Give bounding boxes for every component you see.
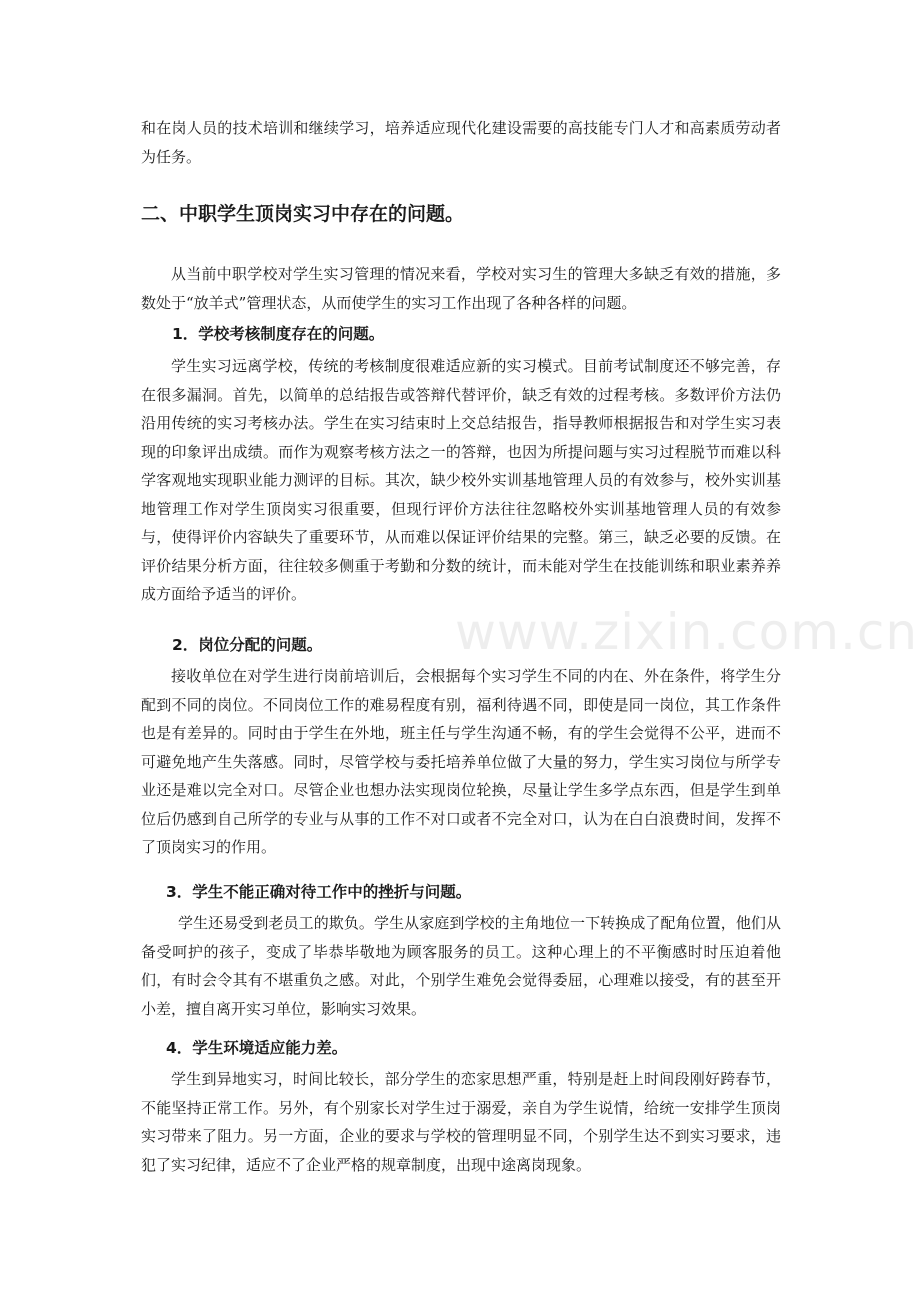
paragraph-overview: 从当前中职学校对学生实习管理的情况来看，学校对实习生的管理大多缺乏有效的措施，多数处于“放羊式”管理状态，从而使学生的实习工作出现了各种各样的问题。 [141,265,781,312]
paragraph-assessment: 学生实习远离学校，传统的考核制度很难适应新的实习模式。目前考试制度还不够完善，存在很多漏洞。首先，以简单的总结报告或答辩代替评价，缺乏有效的过程考核。多数评价方法仍沿用传统的实习考核办法。学生在实习结束时上交总结报告，指导教师根据报告和对学生实习表现的印象评出成绩。而作为观察考核方法之一的答辩，也因为所提问题与实习过程脱节而难以科学客观地实现职业能力测评的目标。其次，缺少校外实训基地管理人员的有效参与，校外实训基地管理工作对学生顶岗实习很重要，但现行评价方法往往忽略校外实训基地管理人员的有效参与，使得评价内容缺失了重要环节，从而难以保证评价结果的完整。第三，缺乏必要的反馈。在评价结果分析方面，往往较多侧重于考勤和分数的统计，而未能对学生在技能训练和职业素养养成方面给予适当的评价。 [141,357,781,603]
paragraph-intro-continued: 和在岗人员的技术培训和继续学习，培养适应现代化建设需要的高技能专门人才和高素质劳动者为任务。 [141,119,781,166]
subheading-setbacks: 3．学生不能正确对待工作中的挫折与问题。 [166,883,472,901]
paragraph-position-allocation: 接收单位在对学生进行岗前培训后，会根据每个实习学生不同的内在、外在条件，将学生分配到不同的岗位。不同岗位工作的难易程度有别，福利待遇不同，即使是同一岗位，其工作条件也是有差异的。同时由于学生在外地，班主任与学生沟通不畅，有的学生会觉得不公平，进而不可避免地产生失落感。同时，尽管学校与委托培养单位做了大量的努力，学生实习岗位与所学专业还是难以完全对口。尽管企业也想办法实现岗位轮换，尽量让学生多学点东西，但是学生到单位后仍感到自己所学的专业与从事的工作不对口或者不完全对口，认为在白白浪费时间，发挥不了顶岗实习的作用。 [141,667,781,856]
section-heading: 二、中职学生顶岗实习中存在的问题。 [141,203,465,225]
subheading-adaptability: 4．学生环境适应能力差。 [166,1039,348,1057]
subheading-position-allocation: 2．岗位分配的问题。 [172,636,323,654]
paragraph-setbacks: 学生还易受到老员工的欺负。学生从家庭到学校的主角地位一下转换成了配角位置，他们从备受呵护的孩子，变成了毕恭毕敬地为顾客服务的员工。这种心理上的不平衡感时时压迫着他们，有时会令其有不堪重负之感。对此，个别学生难免会觉得委屈，心理难以接受，有的甚至开小差，擅自离开实习单位，影响实习效果。 [141,914,781,1018]
paragraph-adaptability: 学生到异地实习，时间比较长，部分学生的恋家思想严重，特别是赶上时间段刚好跨春节，不能坚持正常工作。另外，有个别家长对学生过于溺爱，亲自为学生说情，给统一安排学生顶岗实习带来了阻力。另一方面，企业的要求与学校的管理明显不同，个别学生达不到实习要求，违犯了实习纪律，适应不了企业严格的规章制度，出现中途离岗现象。 [141,1070,781,1174]
subheading-assessment: 1．学校考核制度存在的问题。 [172,325,385,343]
watermark: www.zixin.com.cn [455,603,919,661]
